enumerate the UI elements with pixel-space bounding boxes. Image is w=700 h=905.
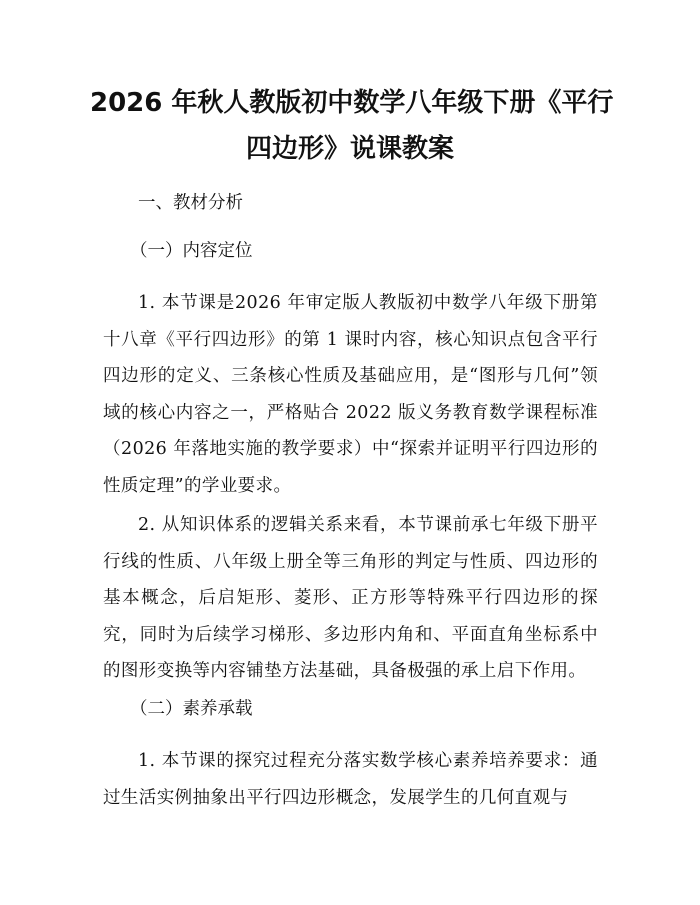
- paragraph-content-positioning-1: 1. 本节课是2026 年审定版人教版初中数学八年级下册第十八章《平行四边形》的第 1 课时内容，核心知识点包含平行四边形的定义、三条核心性质及基础应用，是“图形与几何”领域的核心内容之一，严格贴合 2022 版义务教育数学课程标准（2026 年落地实施的教学要求）中“探索并证明平行四边形的性质定理”的学业要求。: [103, 293, 598, 496]
- subsection-heading-content-positioning: （一）内容定位: [130, 241, 253, 261]
- paragraph-literacy-1: 1. 本节课的探究过程充分落实数学核心素养培养要求：通过生活实例抽象出平行四边形概念，发展学生的几何直观与: [103, 751, 598, 808]
- subsection-heading-literacy: （二）素养承载: [130, 699, 253, 719]
- document-title-line-1: 2026 年秋人教版初中数学八年级下册《平行: [90, 88, 614, 118]
- section-heading-textbook-analysis: 一、教材分析: [138, 193, 243, 213]
- document-title-line-2: 四边形》说课教案: [245, 134, 454, 164]
- paragraph-content-positioning-2: 2. 从知识体系的逻辑关系来看，本节课前承七年级下册平行线的性质、八年级上册全等三角形的判定与性质、四边形的基本概念，后启矩形、菱形、正方形等特殊平行四边形的探究，同时为后续学习梯形、多边形内角和、平面直角坐标系中的图形变换等内容铺垫方法基础，具备极强的承上启下作用。: [103, 515, 598, 681]
